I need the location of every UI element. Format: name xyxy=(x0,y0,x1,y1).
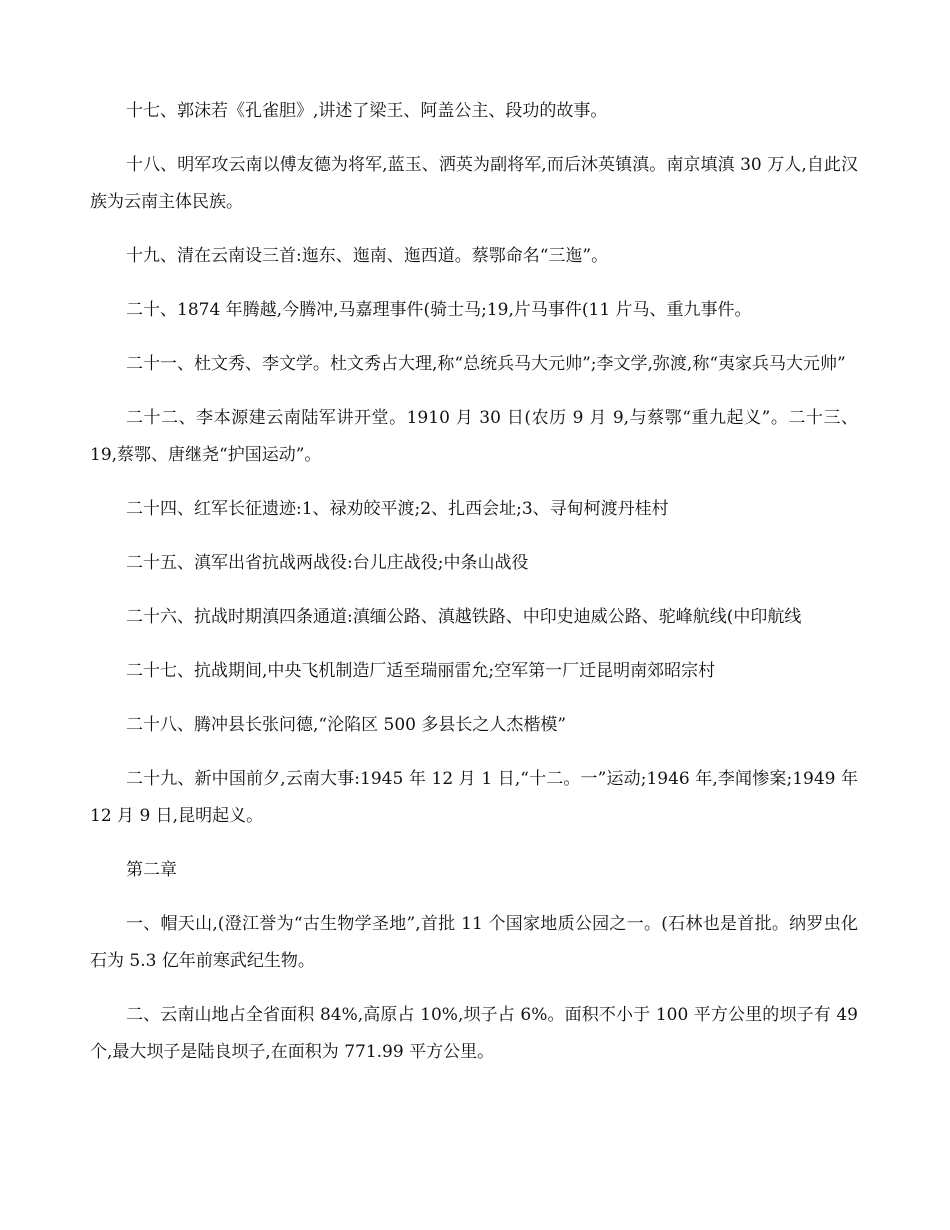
paragraph-28: 二十八、腾冲县长张问德,“沦陷区 500 多县长之人杰楷模” xyxy=(126,715,567,735)
paragraph-25: 二十五、滇军出省抗战两战役:台儿庄战役;中条山战役 xyxy=(126,553,529,573)
paragraph-ch2-2: 二、云南山地占全省面积 84%,高原占 10%,坝子占 6%。面积不小于 100 平方公里的坝子有 49 个,最大坝子是陆良坝子,在面积为 771.99 平方公里。 xyxy=(90,1005,858,1062)
chapter-heading: 第二章 xyxy=(126,860,177,880)
paragraph-20: 二十、1874 年腾越,今腾冲,马嘉理事件(骑士马;19,片马事件(11 片马、重九事件。 xyxy=(126,300,752,320)
paragraph-26: 二十六、抗战时期滇四条通道:滇缅公路、滇越铁路、中印史迪威公路、驼峰航线(中印航线 xyxy=(126,607,802,627)
document-page xyxy=(90,93,858,1088)
paragraph-27: 二十七、抗战期间,中央飞机制造厂适至瑞丽雷允;空军第一厂迁昆明南郊昭宗村 xyxy=(126,661,716,681)
paragraph-ch2-1: 一、帽天山,(澄江誉为“古生物学圣地”,首批 11 个国家地质公园之一。(石林也是首批。纳罗虫化石为 5.3 亿年前寒武纪生物。 xyxy=(90,914,858,971)
paragraph-24: 二十四、红军长征遗迹:1、禄劝皎平渡;2、扎西会址;3、寻甸柯渡丹桂村 xyxy=(126,499,669,519)
paragraph-22: 二十二、李本源建云南陆军讲开堂。1910 月 30 日(农历 9 月 9,与蔡鄂“重九起义”。二十三、19,蔡鄂、唐继尧“护国运动”。 xyxy=(90,408,858,465)
paragraph-21: 二十一、杜文秀、李文学。杜文秀占大理,称“总统兵马大元帅”;李文学,弥渡,称“夷家兵马大元帅” xyxy=(126,354,846,374)
paragraph-17: 十七、郭沫若《孔雀胆》,讲述了梁王、阿盖公主、段功的故事。 xyxy=(126,101,608,121)
paragraph-19: 十九、清在云南设三首:迤东、迤南、迤西道。蔡鄂命名“三迤”。 xyxy=(126,246,609,266)
paragraph-29: 二十九、新中国前夕,云南大事:1945 年 12 月 1 日,“十二。一”运动;1946 年,李闻惨案;1949 年 12 月 9 日,昆明起义。 xyxy=(90,769,858,826)
paragraph-18: 十八、明军攻云南以傅友德为将军,蓝玉、洒英为副将军,而后沐英镇滇。南京填滇 30 万人,自此汉族为云南主体民族。 xyxy=(90,155,858,212)
